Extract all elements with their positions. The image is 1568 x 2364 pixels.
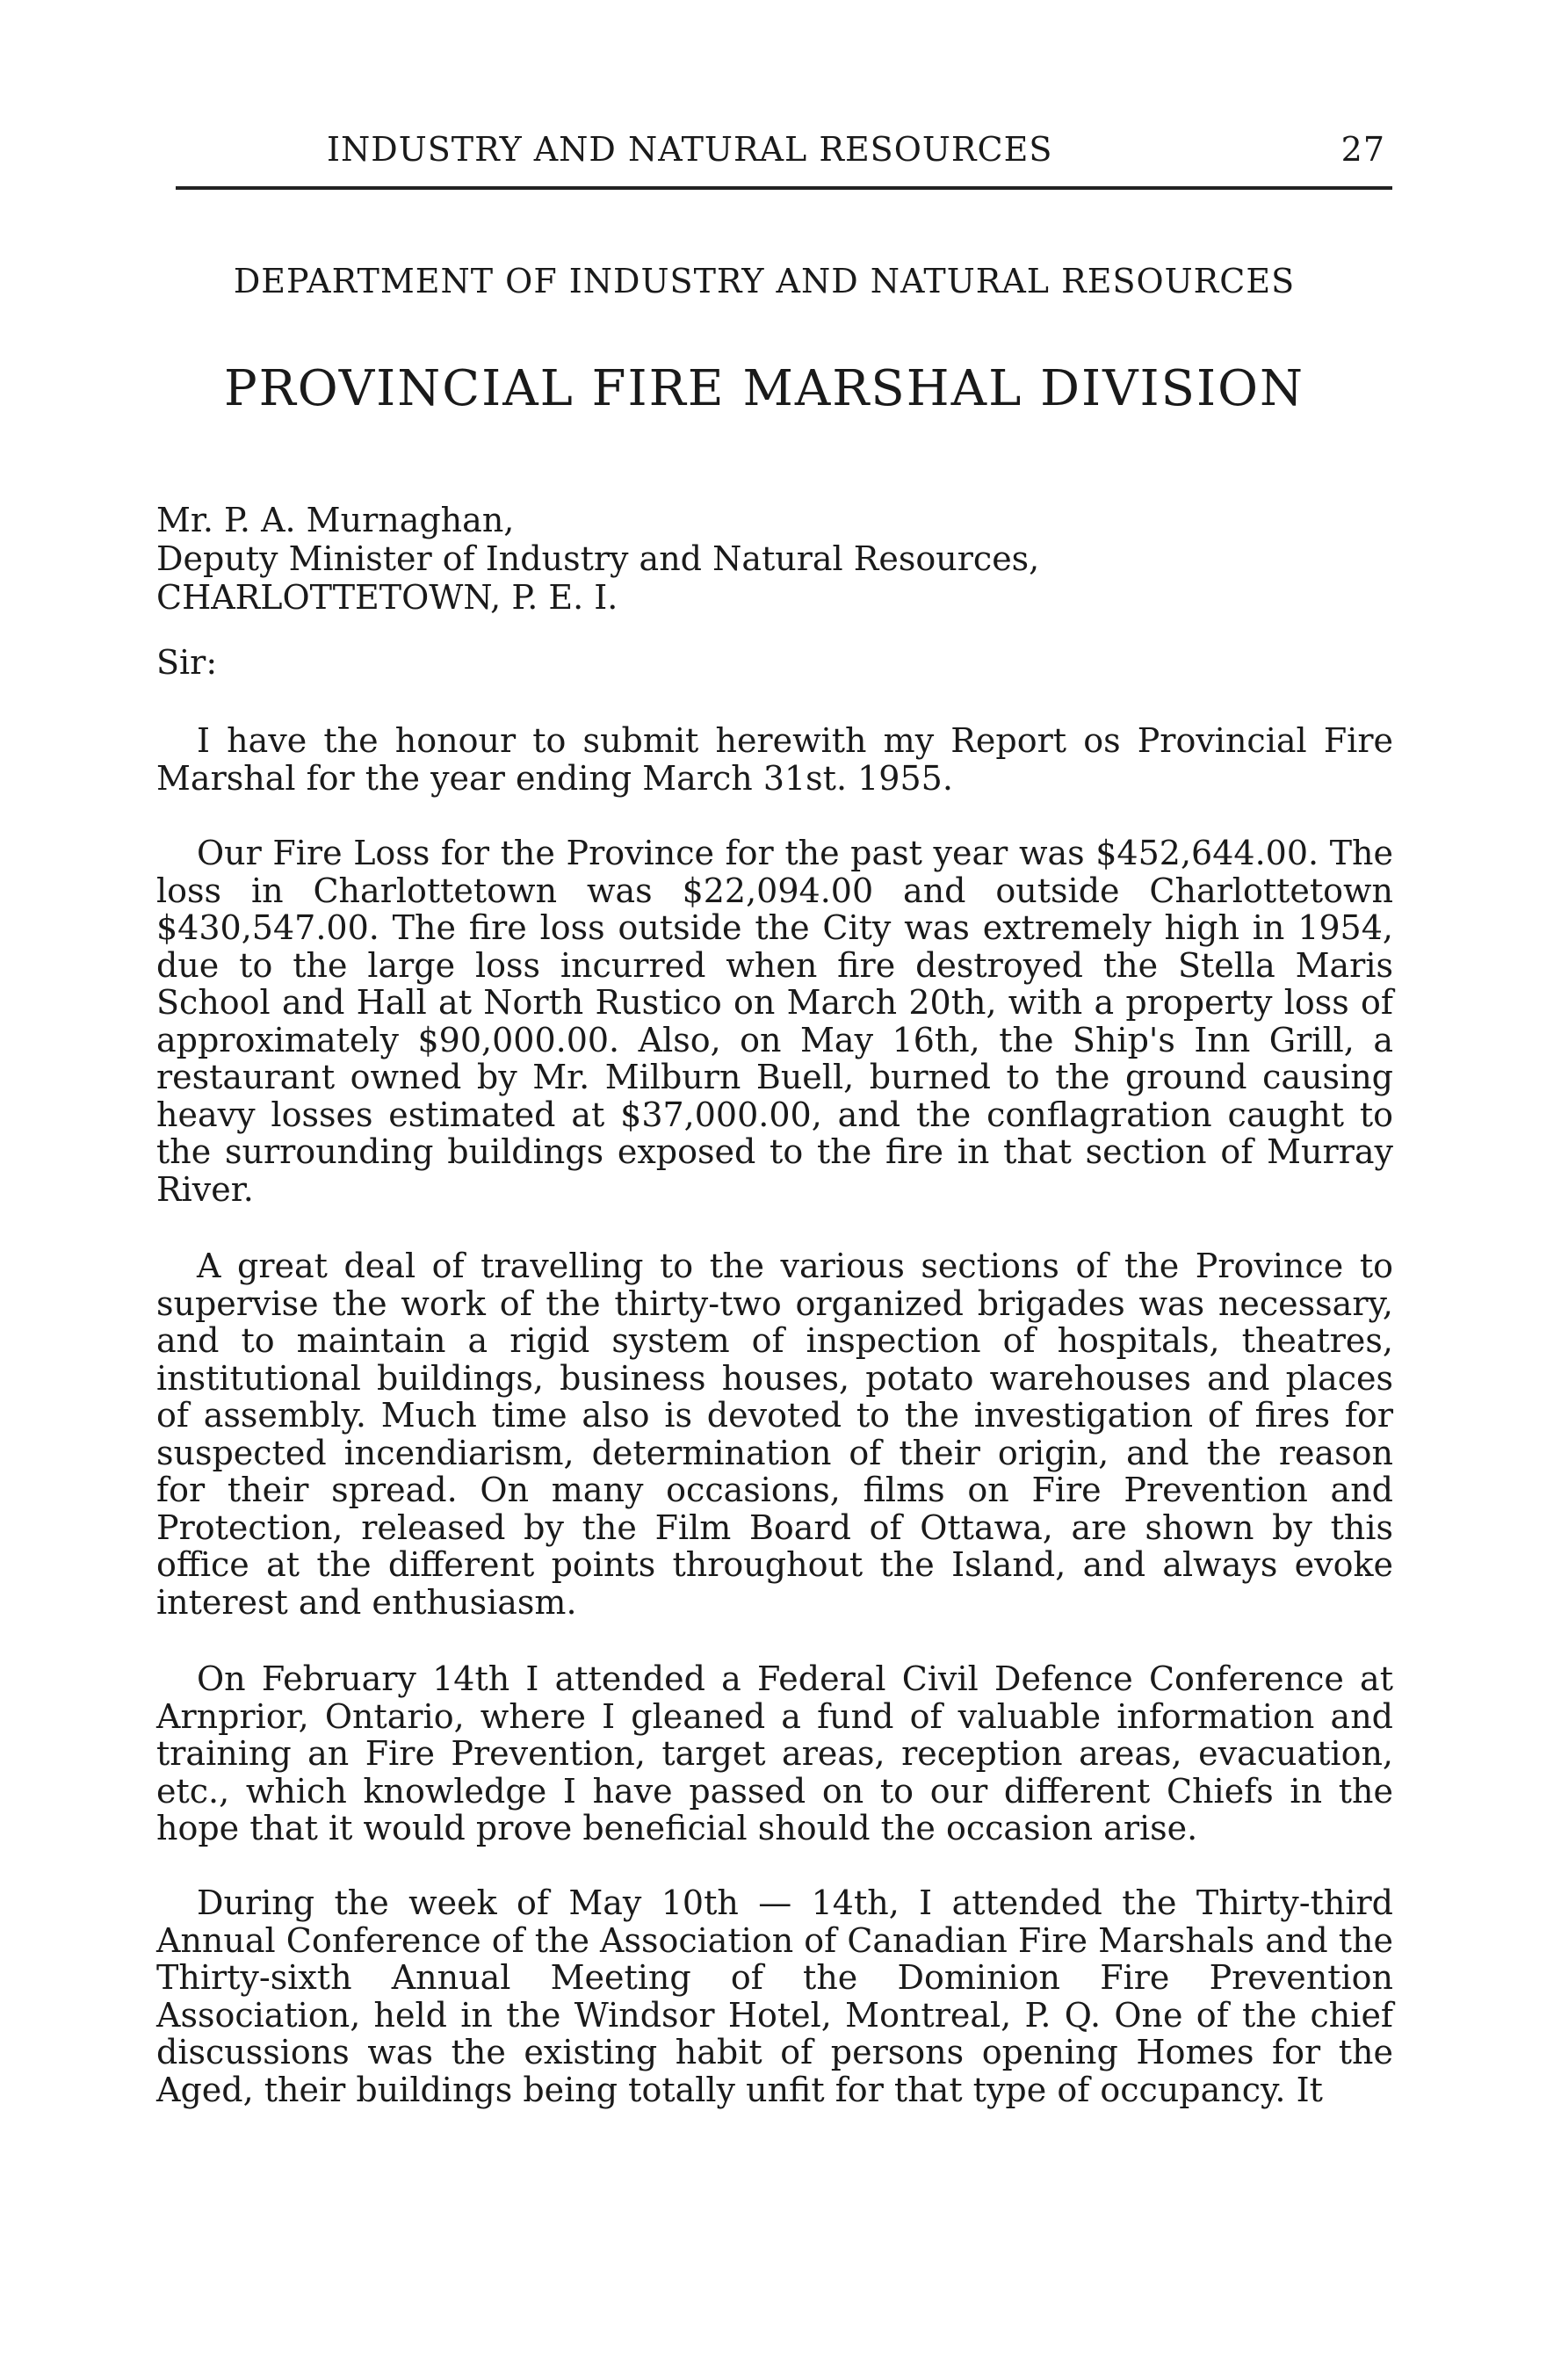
paragraph-fire-loss: Our Fire Loss for the Province for the past year was $452,644.00. The loss in Charlottetown was $22,094.00 and outside Charlottetown $430,547.00. The fire loss outside the City was extremely high in 1954, due to the large loss incurred when fire destroyed the Stella Maris School and Hall at North Rustico on March 20th, with a property loss of approximately $90,000.00. Also, on May 16th, the Ship's Inn Grill, a restaurant owned by Mr. Milburn Buell, burned to the ground causing heavy losses estimated at $37,000.00, and the conflagration caught to the surrounding buildings exposed to the fire in that section of Murray River. <box>156 834 1393 1209</box>
department-heading: DEPARTMENT OF INDUSTRY AND NATURAL RESOURCES <box>233 262 1296 300</box>
addressee-name: Mr. P. A. Murnaghan, <box>156 501 515 539</box>
addressee-location: CHARLOTTETOWN, P. E. I. <box>156 578 618 617</box>
paragraph-inspections: A great deal of travelling to the various sections of the Province to supervise the work of the thirty-two organized brigades was necessary, and to maintain a rigid system of inspection of hospitals, theatres, institutional buildings, business houses, potato warehouses and places of assembly. Much time also is devoted to the investigation of fires for suspected incendiarism, determination of their origin, and the reason for their spread. On many occasions, films on Fire Prevention and Protection, released by the Film Board of Ottawa, are shown by this office at the different points throughout the Island, and always evoke interest and enthusiasm. <box>156 1247 1393 1622</box>
running-title: INDUSTRY AND NATURAL RESOURCES <box>327 130 1053 169</box>
page-number: 27 <box>1340 130 1385 169</box>
paragraph-conference: During the week of May 10th — 14th, I attended the Thirty-third Annual Conference of the Association of Canadian Fire Marshals and the Thirty-sixth Annual Meeting of the Dominion Fire Prevention Association, held in the Windsor Hotel, Montreal, P. Q. One of the chief discussions was the existing habit of persons opening Homes for the Aged, their buildings being totally unfit for that type of occupancy. It <box>156 1883 1393 2109</box>
paragraph-civil-defence: On February 14th I attended a Federal Civil Defence Conference at Arnprior, Ontario, where I gleaned a fund of valuable information and training an Fire Prevention, target areas, reception areas, evacuation, etc., which knowledge I have passed on to our different Chiefs in the hope that it would prove beneficial should the occasion arise. <box>156 1659 1393 1847</box>
paragraph-report-intro: I have the honour to submit herewith my Report os Provincial Fire Marshal for the year ending March 31st. 1955. <box>156 721 1393 798</box>
running-header <box>327 130 1385 179</box>
header-rule <box>176 186 1392 190</box>
division-heading: PROVINCIAL FIRE MARSHAL DIVISION <box>223 360 1305 417</box>
addressee-title: Deputy Minister of Industry and Natural Resources, <box>156 539 1040 578</box>
address-block <box>156 501 1039 617</box>
salutation: Sir: <box>156 643 218 682</box>
